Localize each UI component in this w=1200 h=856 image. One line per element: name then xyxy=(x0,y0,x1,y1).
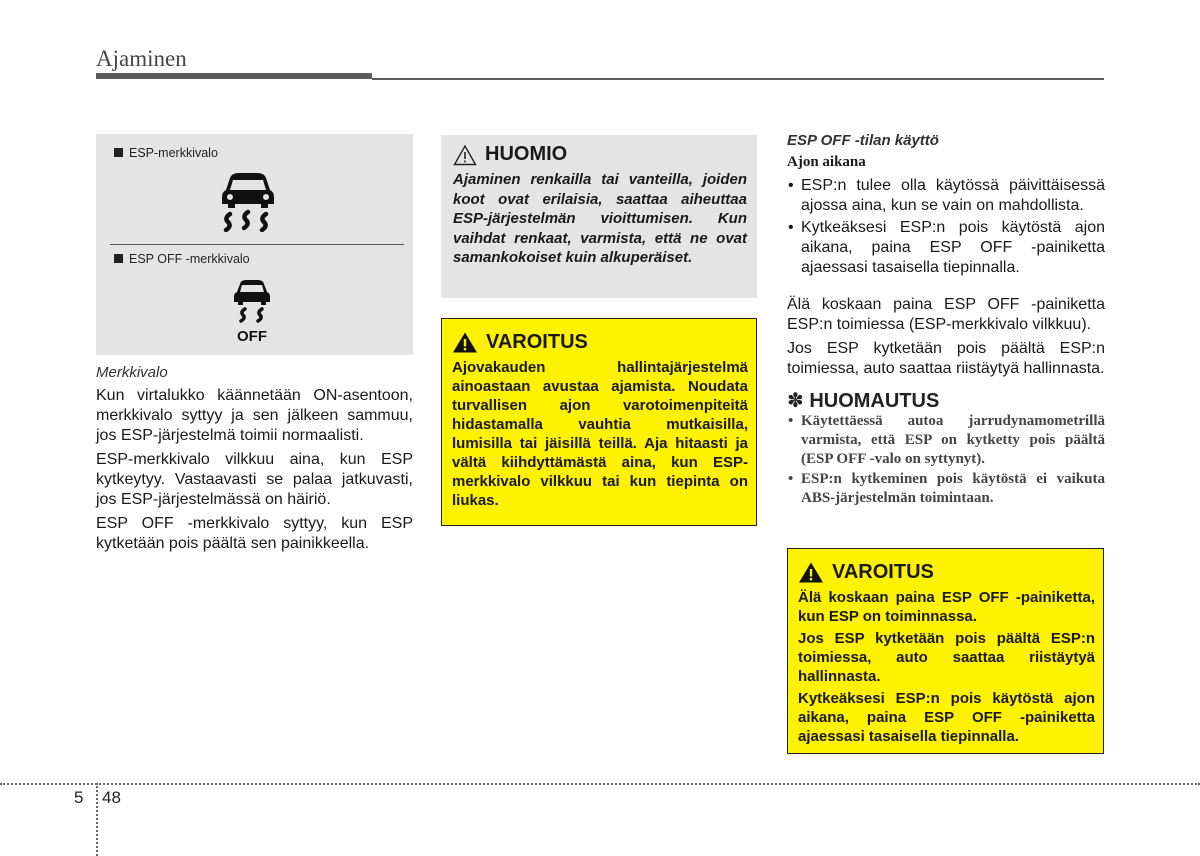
list-item: • ESP:n tulee olla käytössä päivittäisessä ajossa aina, kun se vain on mahdollista. xyxy=(787,176,1105,216)
right-paragraph-2: Jos ESP kytketään pois päältä ESP:n toimiessa, auto saattaa riistäytyä hallinnasta. xyxy=(787,340,1105,377)
caution-text: Ajaminen renkailla tai vanteilla, joiden koot ovat erilaisia, saattaa aiheuttaa ESP-järjestelmän vioittumisen. Kun vaihdat renkaat, varmista, että ne ovat samankokoiset kuin alkuperäiset. xyxy=(453,171,747,266)
left-subheading: Merkkivalo xyxy=(96,364,168,381)
left-body xyxy=(96,386,413,558)
driving-label: Ajon aikana xyxy=(787,154,866,170)
chapter-title: Ajaminen xyxy=(96,46,187,71)
warning-text: Älä koskaan paina ESP OFF -painiketta, kun ESP on toiminnassa. xyxy=(798,589,1095,625)
list-item: • Käytettäessä autoa jarrudynamometrillä varmista, että ESP on kytketty pois päältä (ESP OFF -valo on syttynyt). xyxy=(787,412,1105,469)
list-item: • ESP:n kytkeminen pois käytöstä ei vaikuta ABS-järjestelmän toimintaan. xyxy=(787,470,1105,508)
panel-divider xyxy=(110,244,404,245)
square-bullet-icon xyxy=(114,254,123,263)
esp-indicator-icon xyxy=(218,170,278,232)
warning-text: Jos ESP kytketään pois päältä ESP:n toimiessa, auto saattaa riistäytyä hallinnasta. xyxy=(798,630,1095,685)
warning-box xyxy=(787,548,1104,754)
right-subheading: ESP OFF -tilan käyttö xyxy=(787,132,939,149)
left-paragraph-3: ESP OFF -merkkivalo syttyy, kun ESP kytketään pois päältä sen painikkeella. xyxy=(96,515,413,552)
left-paragraph-2: ESP-merkkivalo vilkkuu aina, kun ESP kytkeytyy. Vastaavasti se palaa jatkuvasti, jos ESP-järjestelmässä on häiriö. xyxy=(96,451,413,508)
caution-triangle-icon xyxy=(453,144,477,166)
chapter-number: 5 xyxy=(74,788,84,807)
warning-box xyxy=(441,318,757,526)
note-title: ✽ HUOMAUTUS xyxy=(787,390,940,412)
warning-title: VAROITUS xyxy=(452,331,748,354)
header-rule-thin xyxy=(372,78,1104,80)
right-body xyxy=(787,295,1105,383)
right-paragraph-1: Älä koskaan paina ESP OFF -painiketta ESP:n toimiessa (ESP-merkkivalo vilkkuu). xyxy=(787,296,1105,333)
warning-text: Ajovakauden hallintajärjestelmä ainoastaan avustaa ajamista. Noudata turvallisen ajon varotoimenpiteitä hidastamalla vauhtia mutkaisilla, lumisilla tai jäisillä teillä. Aja hitaasti ja vältä kiihdyttämästä aina, kun ESP-merkkivalo vilkkuu tai kun tiepinta on liukas. xyxy=(452,359,748,509)
esp-off-indicator-icon xyxy=(232,278,272,346)
esp-off-indicator-label: ESP OFF -merkkivalo xyxy=(114,252,250,266)
page-number: 48 xyxy=(102,788,121,807)
left-paragraph-1: Kun virtalukko käännetään ON-asentoon, merkkivalo syttyy ja sen jälkeen sammuu, jos ESP-järjestelmä toimii normaalisti. xyxy=(96,387,413,444)
warning-triangle-icon xyxy=(798,561,824,584)
warning-title: VAROITUS xyxy=(798,561,1095,584)
indicator-panel xyxy=(96,134,413,355)
note-list xyxy=(787,412,1105,509)
list-item: • Kytkeäksesi ESP:n pois käytöstä ajon aikana, paina ESP OFF -painiketta ajaessasi tasaisella tiepinnalla. xyxy=(787,218,1105,278)
square-bullet-icon xyxy=(114,148,123,157)
esp-indicator-label: ESP-merkkivalo xyxy=(114,146,218,160)
footer-divider xyxy=(96,783,98,856)
caution-title: HUOMIO xyxy=(453,143,747,166)
warning-triangle-icon xyxy=(452,331,478,354)
off-text: OFF xyxy=(237,328,267,345)
footer-rule xyxy=(0,783,1200,785)
header-rule-thick xyxy=(96,73,372,79)
warning-text: Kytkeäksesi ESP:n pois käytöstä ajon aikana, paina ESP OFF -painiketta ajaessasi tasaisella tiepinnalla. xyxy=(798,690,1095,745)
right-bullet-list xyxy=(787,176,1105,280)
caution-box xyxy=(441,135,757,298)
